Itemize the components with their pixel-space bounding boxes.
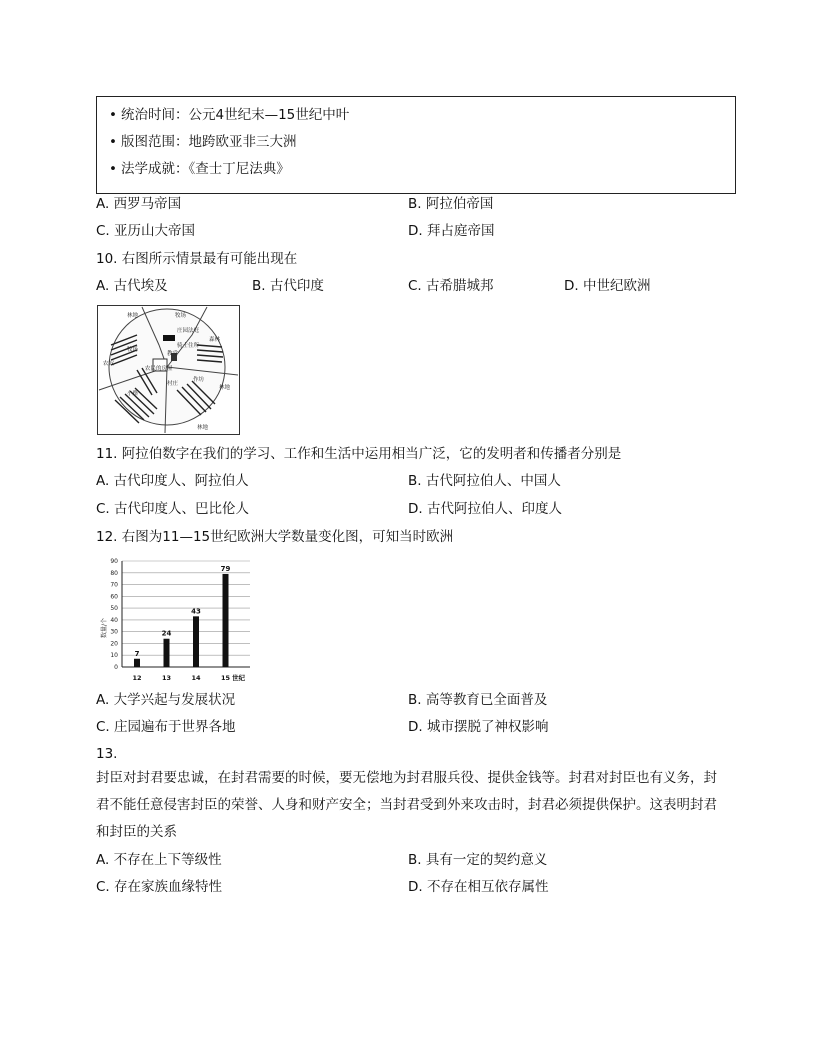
manor-map-figure: [97, 305, 240, 435]
map-label: 村庄: [167, 381, 179, 387]
q13-option-a: A. 不存在上下等级性: [96, 852, 222, 868]
y-tick-label: 90: [110, 558, 118, 565]
y-tick-label: 50: [110, 605, 118, 613]
bar-value-label: 43: [191, 607, 201, 616]
q13-option-c: C. 存在家族血缘特性: [96, 879, 223, 895]
info-item: • 版图范围：地跨欧亚非三大洲: [109, 134, 297, 150]
q11-option-c: C. 古代印度人、巴比伦人: [96, 501, 250, 517]
map-label: 农民的房屋: [145, 366, 173, 372]
q13-option-d: D. 不存在相互依存属性: [408, 879, 549, 895]
bar-value-label: 79: [220, 564, 231, 573]
x-tick-label: 14: [191, 674, 201, 682]
q10-option-b: B. 古代印度: [252, 278, 324, 294]
y-tick-label: 80: [110, 569, 118, 577]
y-tick-label: 20: [110, 640, 118, 648]
bar-value-label: 24: [161, 629, 172, 638]
q9-option-d: D. 拜占庭帝国: [408, 223, 495, 239]
info-item: • 法学成就：《查士丁尼法典》: [109, 161, 290, 177]
y-tick-label: 30: [110, 628, 118, 636]
q12-option-b: B. 高等教育已全面普及: [408, 692, 548, 708]
q11-stem: 11. 阿拉伯数字在我们的学习、工作和生活中运用相当广泛，它的发明者和传播者分别是: [96, 446, 622, 462]
map-label: 森林: [209, 337, 221, 343]
q13-option-b: B. 具有一定的契约意义: [408, 852, 548, 868]
bar: [223, 574, 229, 667]
y-axis-label: 数量/个: [101, 617, 108, 638]
q10-option-a: A. 古代埃及: [96, 278, 168, 294]
q13-number: 13.: [96, 746, 118, 762]
map-label: 小路: [127, 391, 139, 397]
q12-stem: 12. 右图为11—15世纪欧洲大学数量变化图，可知当时欧洲: [96, 529, 454, 545]
q13-stem: 封臣对封君要忠诚，在封君需要的时候，要无偿地为封君服兵役、提供金钱等。封君对封臣也有义务，封君不能任意侵害封臣的荣誉、人身和财产安全；当封君受到外来攻击时，封君必须提供保护。这表明封君和封臣的关系: [96, 770, 717, 840]
q12-option-d: D. 城市摆脱了神权影响: [408, 719, 549, 735]
y-tick-label: 0: [114, 664, 118, 671]
map-label: 农奴: [103, 361, 115, 367]
bar-value-label: 7: [134, 649, 140, 658]
x-tick-label: 12: [132, 674, 142, 682]
info-box: [96, 96, 736, 194]
map-label: 林地: [219, 385, 231, 391]
map-label: 林地: [197, 425, 209, 431]
y-tick-label: 60: [110, 593, 118, 601]
q10-stem: 10. 右图所示情景最有可能出现在: [96, 251, 298, 267]
bar: [134, 659, 140, 667]
map-label: 牧场: [175, 313, 187, 319]
q9-option-b: B. 阿拉伯帝国: [408, 196, 494, 212]
x-tick-label: 15: [220, 674, 231, 682]
q10-option-d: D. 中世纪欧洲: [564, 278, 651, 294]
q12-option-a: A. 大学兴起与发展状况: [96, 692, 236, 708]
x-axis-label: 世纪: [232, 674, 245, 682]
q11-option-a: A. 古代印度人、阿拉伯人: [96, 473, 249, 489]
y-tick-label: 70: [110, 581, 118, 589]
x-tick-label: 13: [161, 674, 172, 682]
map-label: 骑士住所: [177, 343, 200, 349]
info-item: • 统治时间：公元4世纪末—15世纪中叶: [109, 107, 350, 123]
q9-option-c: C. 亚历山大帝国: [96, 223, 196, 239]
bar: [164, 639, 170, 667]
q12-option-c: C. 庄园遍布于世界各地: [96, 719, 236, 735]
bar: [193, 616, 199, 667]
y-tick-label: 40: [110, 616, 118, 624]
map-label: 牧场: [127, 347, 139, 353]
map-label: 林地: [127, 313, 139, 319]
map-label: 作坊: [193, 377, 205, 383]
map-label: 教堂: [167, 351, 179, 357]
university-count-chart: [100, 555, 270, 685]
q11-option-d: D. 古代阿拉伯人、印度人: [408, 501, 562, 517]
q10-option-c: C. 古希腊城邦: [408, 278, 494, 294]
y-tick-label: 10: [110, 652, 118, 660]
q11-option-b: B. 古代阿拉伯人、中国人: [408, 473, 561, 489]
q9-option-a: A. 西罗马帝国: [96, 196, 182, 212]
map-label: 庄园法庭: [177, 328, 200, 334]
